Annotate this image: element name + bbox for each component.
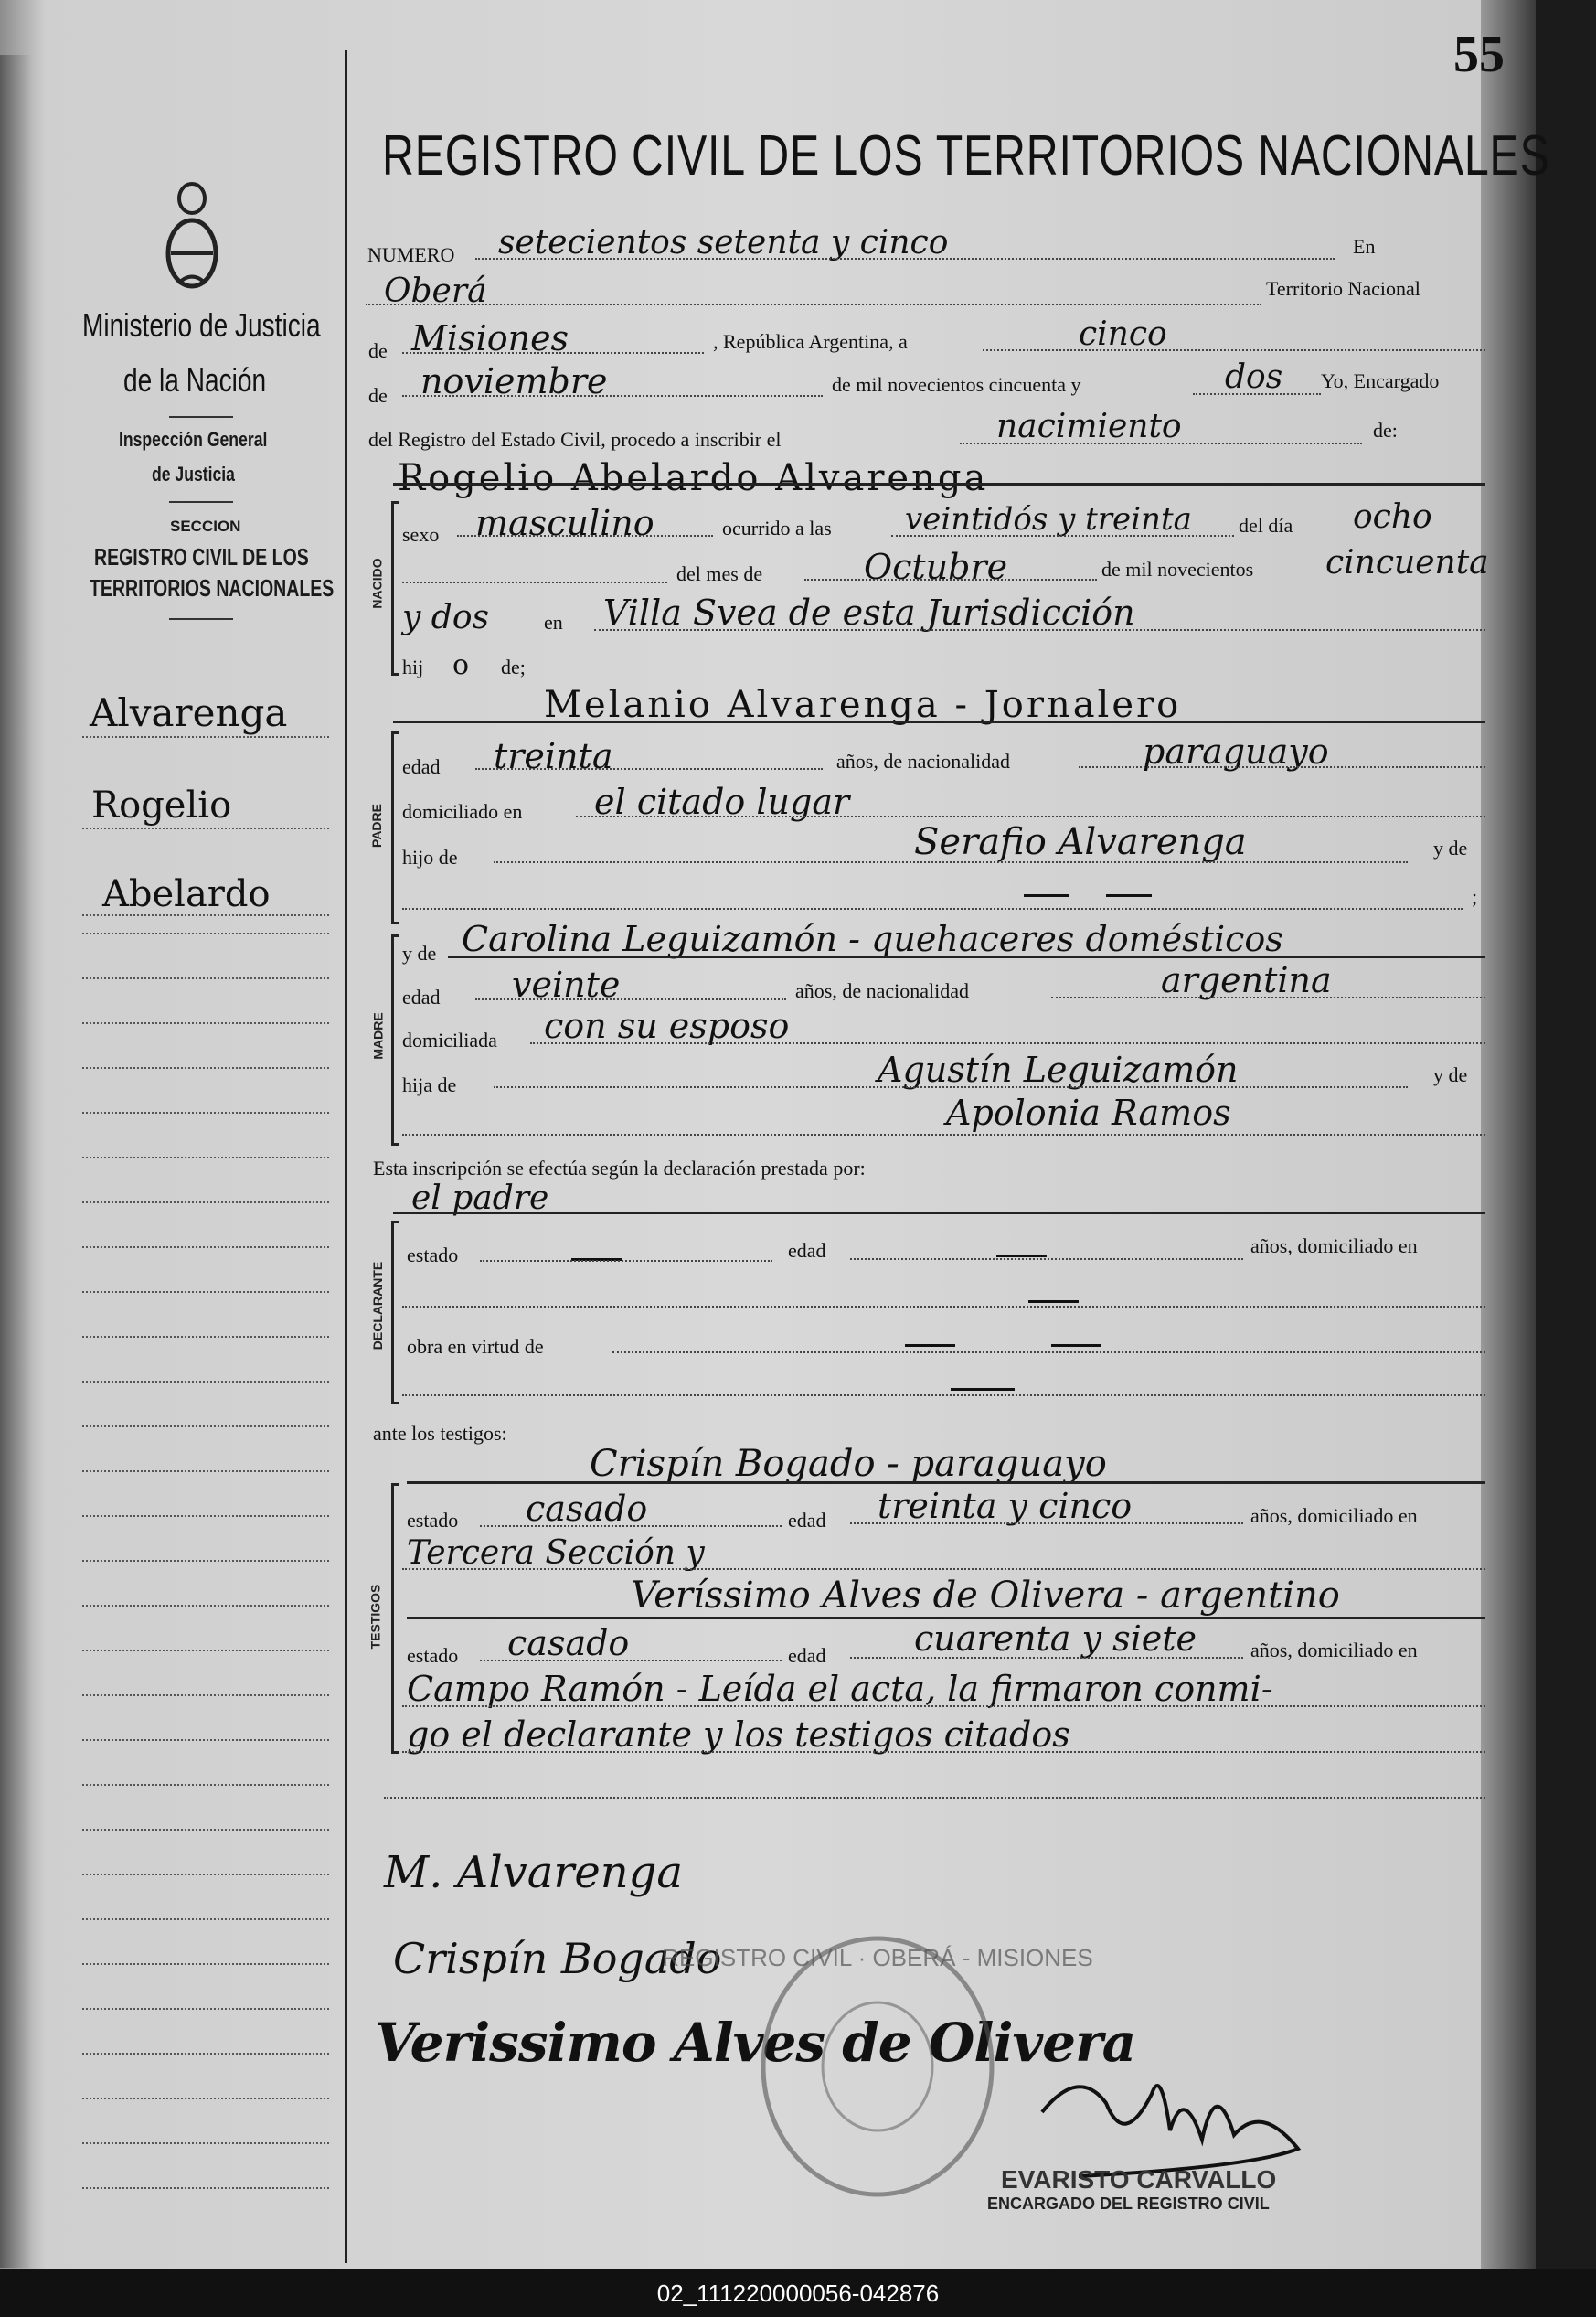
edad-label: edad bbox=[788, 1644, 826, 1667]
father-parent-name: Serafio Alvarenga bbox=[914, 821, 1247, 863]
margin-line bbox=[82, 1112, 329, 1114]
fill-line bbox=[366, 304, 1261, 305]
padre-section-label: PADRE bbox=[368, 804, 384, 848]
numero-value: setecientos setenta y cinco bbox=[498, 224, 949, 262]
estado-label: estado bbox=[407, 1509, 459, 1532]
column-divider bbox=[345, 50, 347, 2263]
dash bbox=[1028, 1300, 1079, 1303]
margin-line bbox=[82, 1605, 329, 1607]
act-type-value: nacimiento bbox=[996, 408, 1182, 445]
margin-line bbox=[82, 1874, 329, 1875]
domiciliada-label: domiciliada bbox=[402, 1029, 497, 1052]
fill-line bbox=[402, 1568, 1485, 1570]
dash bbox=[1106, 894, 1152, 897]
en-label: En bbox=[1353, 235, 1376, 258]
fill-line bbox=[1193, 393, 1321, 395]
ministry-name: Ministerio de Justicia bbox=[82, 306, 321, 344]
fill-line bbox=[475, 258, 1335, 260]
fill-line bbox=[480, 1525, 782, 1527]
margin-line bbox=[82, 1246, 329, 1248]
estado-label: estado bbox=[407, 1244, 459, 1266]
anos-domiciliado-label: años, domiciliado en bbox=[1250, 1639, 1418, 1661]
fill-line bbox=[1051, 997, 1485, 998]
margin-line bbox=[82, 736, 329, 738]
anos-domiciliado-label: años, domiciliado en bbox=[1250, 1234, 1418, 1257]
rule bbox=[393, 483, 1485, 486]
mil-label: de mil novecientos bbox=[1101, 558, 1254, 581]
madre-section-label: MADRE bbox=[370, 1012, 386, 1060]
fill-line bbox=[804, 579, 1097, 581]
page-number: 55 bbox=[1453, 27, 1505, 83]
divider bbox=[169, 416, 233, 418]
margin-line bbox=[82, 1515, 329, 1517]
fill-line bbox=[480, 1260, 772, 1262]
witness2-name: Veríssimo Alves de Olivera - argentino bbox=[631, 1575, 1340, 1617]
mother-nationality: argentina bbox=[1161, 960, 1332, 1000]
domiciliado-label: domiciliado en bbox=[402, 800, 523, 823]
ocurrido-label: ocurrido a las bbox=[722, 517, 832, 539]
book-spine bbox=[0, 55, 31, 2268]
official-name: EVARISTO CARVALLO bbox=[1001, 2165, 1277, 2194]
y-de-label: y de bbox=[1433, 837, 1468, 860]
margin-line bbox=[82, 2008, 329, 2010]
margin-line bbox=[82, 1963, 329, 1965]
witness2-domicile: Campo Ramón - Leída el acta, la firmaron conmi- bbox=[407, 1669, 1273, 1709]
father-domicile: el citado lugar bbox=[594, 782, 850, 822]
fill-line bbox=[402, 1705, 1485, 1707]
ministry-name-line2: de la Nación bbox=[123, 361, 267, 399]
y-de-label: y de bbox=[402, 942, 437, 965]
dash bbox=[1051, 1344, 1101, 1347]
margin-line bbox=[82, 2053, 329, 2055]
mes-value: Octubre bbox=[864, 547, 1008, 587]
numero-label: NUMERO bbox=[367, 243, 455, 266]
edad-label: edad bbox=[788, 1239, 826, 1262]
hija-de-label: hija de bbox=[402, 1073, 457, 1096]
mother-age: veinte bbox=[512, 965, 621, 1005]
semicolon: ; bbox=[1472, 885, 1478, 908]
margin-line bbox=[82, 1784, 329, 1786]
fill-line bbox=[402, 1394, 1485, 1396]
dia-value: ocho bbox=[1353, 498, 1432, 536]
edad-label: edad bbox=[788, 1509, 826, 1532]
margin-line bbox=[82, 2187, 329, 2189]
section-label: SECCION bbox=[170, 518, 241, 535]
fill-line bbox=[402, 908, 1463, 910]
margin-line bbox=[82, 1650, 329, 1651]
obra-label: obra en virtud de bbox=[407, 1335, 544, 1358]
del-dia-label: del día bbox=[1239, 514, 1293, 537]
fill-line bbox=[402, 1306, 1485, 1308]
margin-line bbox=[82, 1425, 329, 1427]
image-id-footer: 02_111220000056-042876 bbox=[0, 2269, 1596, 2317]
section-bracket bbox=[391, 1483, 399, 1754]
dash bbox=[951, 1388, 1015, 1391]
margin-line bbox=[82, 914, 329, 916]
section-name: REGISTRO CIVIL DE LOS bbox=[94, 543, 309, 571]
signature-witness2: Verissimo Alves de Olivera bbox=[375, 2012, 1136, 2074]
section-bracket bbox=[391, 934, 399, 1146]
anio-value: cincuenta bbox=[1325, 544, 1489, 582]
margin-line bbox=[82, 1470, 329, 1472]
fill-line bbox=[1079, 766, 1485, 768]
margin-line bbox=[82, 1201, 329, 1203]
month-value: noviembre bbox=[420, 361, 608, 401]
page-title: REGISTRO CIVIL DE LOS TERRITORIOS NACIONALES bbox=[382, 124, 1550, 187]
inspection-label-line2: de Justicia bbox=[152, 463, 235, 486]
fill-line bbox=[891, 535, 1234, 537]
declaration-intro: Esta inscripción se efectúa según la declaración prestada por: bbox=[373, 1157, 866, 1180]
fill-line bbox=[850, 1522, 1243, 1524]
testigos-section-label: TESTIGOS bbox=[367, 1584, 383, 1650]
margin-surname: Alvarenga bbox=[90, 690, 288, 735]
witness1-domicile: Tercera Sección y bbox=[407, 1534, 705, 1572]
page-edge bbox=[1481, 0, 1536, 2269]
fill-line bbox=[850, 1657, 1243, 1659]
margin-line bbox=[82, 2098, 329, 2099]
fill-line bbox=[402, 582, 667, 583]
republica-label: , República Argentina, a bbox=[713, 330, 908, 353]
stamp-text: REGISTRO CIVIL · OBERÁ - MISIONES bbox=[662, 1944, 1093, 1971]
nacionalidad-label: años, de nacionalidad bbox=[795, 979, 969, 1002]
mother-name: Carolina Leguizamón - quehaceres domésticos bbox=[462, 919, 1283, 959]
section-name-line2: TERRITORIOS NACIONALES bbox=[90, 574, 335, 602]
witnesses-intro: ante los testigos: bbox=[373, 1422, 507, 1445]
witness2-status: casado bbox=[507, 1623, 630, 1663]
fill-line bbox=[530, 1042, 1485, 1044]
declarante-section-label: DECLARANTE bbox=[370, 1261, 386, 1351]
territorio-value: Misiones bbox=[411, 318, 569, 358]
mother-father-name: Agustín Leguizamón bbox=[878, 1050, 1239, 1090]
anos-domiciliado-label: años, domiciliado en bbox=[1250, 1504, 1418, 1527]
edad-label: edad bbox=[402, 986, 441, 1009]
rule bbox=[407, 1481, 1485, 1484]
nacido-section-label: NACIDO bbox=[369, 558, 385, 609]
divider bbox=[169, 501, 233, 503]
birth-place-value: Villa Svea de esta Jurisdicción bbox=[603, 593, 1135, 633]
de-label: de: bbox=[1373, 419, 1398, 442]
fill-line bbox=[402, 395, 823, 397]
place-value: Oberá bbox=[384, 272, 487, 310]
registro-label: del Registro del Estado Civil, procedo a inscribir el bbox=[368, 428, 782, 451]
fill-line bbox=[594, 629, 1485, 631]
y-de-label: y de bbox=[1433, 1063, 1468, 1086]
margin-line bbox=[82, 1739, 329, 1741]
year-value: dos bbox=[1225, 358, 1283, 396]
edad-label: edad bbox=[402, 755, 441, 778]
signature-declarant: M. Alvarenga bbox=[384, 1847, 684, 1898]
closing-statement: go el declarante y los testigos citados bbox=[407, 1714, 1070, 1755]
father-age: treinta bbox=[494, 736, 613, 776]
witness1-age: treinta y cinco bbox=[878, 1486, 1133, 1526]
section-bracket bbox=[391, 731, 399, 924]
fill-line bbox=[494, 861, 1408, 863]
section-bracket bbox=[391, 501, 399, 676]
margin-line bbox=[82, 1022, 329, 1024]
fill-line bbox=[475, 768, 823, 770]
margin-line bbox=[82, 1291, 329, 1293]
dash bbox=[1024, 894, 1069, 897]
father-nationality: paraguayo bbox=[1143, 731, 1329, 772]
de-label: de; bbox=[501, 656, 526, 678]
margin-line bbox=[82, 1829, 329, 1831]
sexo-value: masculino bbox=[475, 503, 654, 543]
signature-witness1: Crispín Bogado bbox=[393, 1934, 722, 1983]
del-mes-label: del mes de bbox=[676, 562, 763, 585]
margin-line bbox=[82, 828, 329, 829]
fill-line bbox=[960, 443, 1362, 444]
divider bbox=[169, 618, 233, 620]
child-name: Rogelio Abelardo Alvarenga bbox=[398, 457, 989, 499]
fill-line bbox=[402, 1134, 1485, 1136]
hijo-value: o bbox=[452, 649, 470, 681]
hijo-label: hij bbox=[402, 656, 424, 678]
section-bracket bbox=[391, 1221, 399, 1404]
estado-label: estado bbox=[407, 1644, 459, 1667]
margin-line bbox=[82, 1336, 329, 1338]
en-label: en bbox=[544, 611, 563, 634]
margin-line bbox=[82, 977, 329, 979]
margin-line bbox=[82, 2142, 329, 2144]
margin-line bbox=[82, 1694, 329, 1696]
margin-middle-name: Abelardo bbox=[102, 873, 271, 915]
anio-value-continued: y dos bbox=[402, 599, 489, 636]
fill-line bbox=[402, 1751, 1485, 1753]
fill-line bbox=[576, 816, 1485, 817]
witness1-name: Crispín Bogado - paraguayo bbox=[590, 1443, 1107, 1485]
nacionalidad-label: años, de nacionalidad bbox=[836, 750, 1010, 773]
territorio-label: Territorio Nacional bbox=[1266, 277, 1420, 300]
day-value: cinco bbox=[1079, 315, 1167, 353]
hora-value: veintidós y treinta bbox=[905, 501, 1192, 538]
witness1-status: casado bbox=[526, 1489, 648, 1529]
fill-line bbox=[850, 1258, 1243, 1260]
hijo-de-label: hijo de bbox=[402, 846, 458, 869]
rule bbox=[393, 1212, 1485, 1214]
margin-line bbox=[82, 1918, 329, 1920]
dash bbox=[996, 1255, 1047, 1257]
father-name: Melanio Alvarenga - Jornalero bbox=[544, 684, 1182, 726]
margin-line bbox=[82, 1067, 329, 1069]
fill-line bbox=[494, 1086, 1408, 1088]
de-label: de bbox=[368, 384, 388, 407]
mother-domicile: con su esposo bbox=[544, 1006, 790, 1046]
fill-line bbox=[384, 1797, 1485, 1799]
fill-line bbox=[983, 349, 1485, 351]
declarant-value: el padre bbox=[411, 1180, 549, 1217]
sexo-label: sexo bbox=[402, 523, 440, 546]
year-label: de mil novecientos cincuenta y bbox=[832, 373, 1081, 396]
fill-line bbox=[457, 535, 713, 537]
dash bbox=[905, 1344, 955, 1347]
rule bbox=[393, 721, 1485, 723]
margin-first-name: Rogelio bbox=[91, 785, 232, 827]
witness2-age: cuarenta y siete bbox=[914, 1618, 1197, 1659]
margin-line bbox=[82, 1157, 329, 1158]
de-label: de bbox=[368, 339, 388, 362]
mother-mother-name: Apolonia Ramos bbox=[946, 1093, 1231, 1133]
fill-line bbox=[475, 998, 786, 1000]
margin-line bbox=[82, 933, 329, 934]
fill-line bbox=[612, 1351, 1485, 1353]
official-title: ENCARGADO DEL REGISTRO CIVIL bbox=[987, 2194, 1270, 2213]
coat-of-arms-icon bbox=[160, 178, 224, 293]
fill-line bbox=[402, 352, 704, 354]
inspection-label: Inspección General bbox=[119, 428, 268, 451]
encargado-label: Yo, Encargado bbox=[1321, 369, 1440, 392]
fill-line bbox=[480, 1660, 782, 1661]
margin-line bbox=[82, 1560, 329, 1562]
rule bbox=[448, 956, 1485, 958]
margin-line bbox=[82, 1381, 329, 1383]
